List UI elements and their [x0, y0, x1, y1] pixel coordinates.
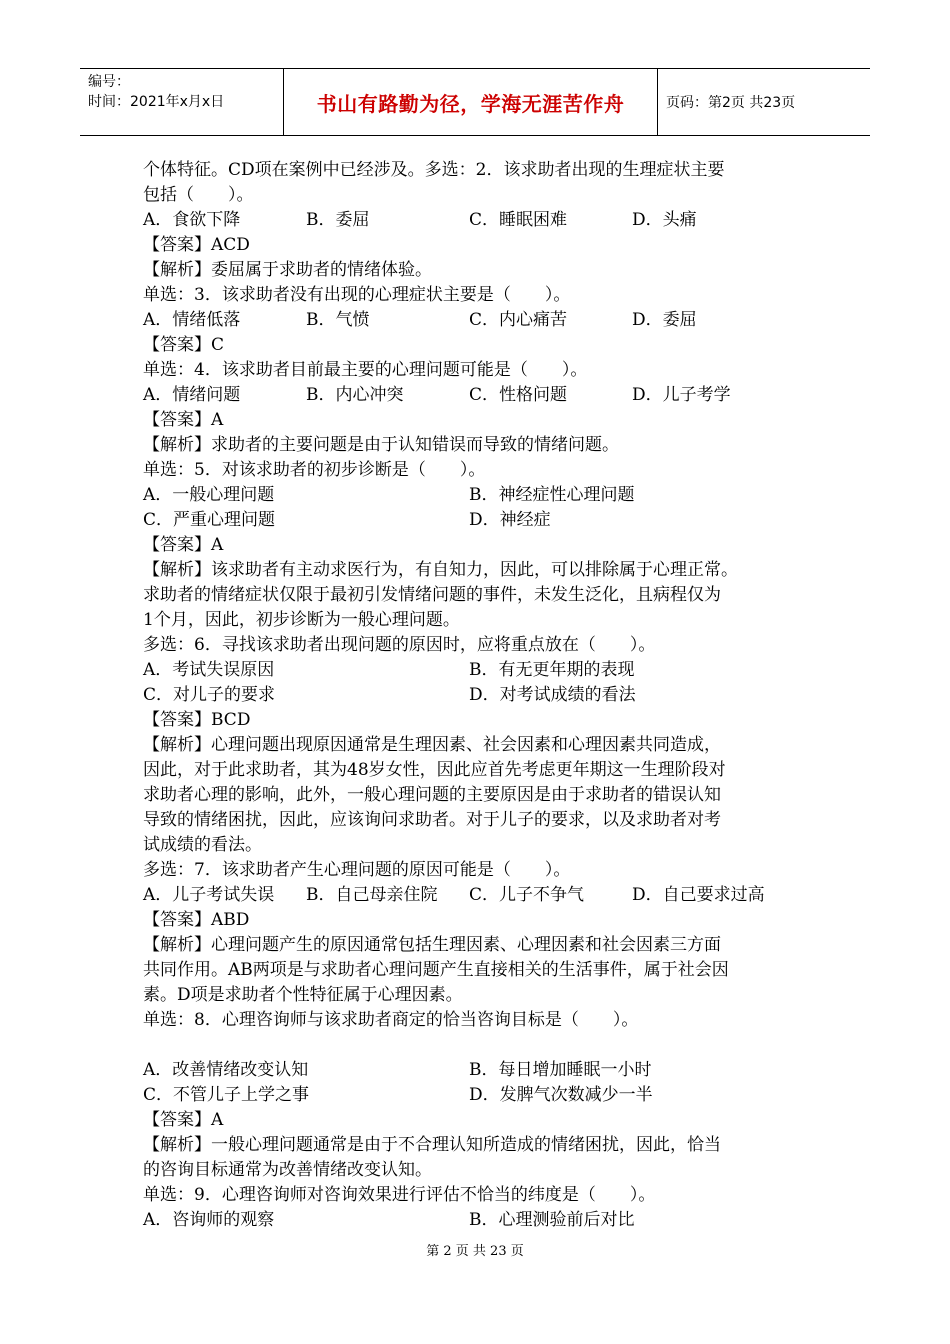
analysis: 【解析】一般心理问题通常是由于不合理认知所造成的情绪困扰，因此，恰当: [143, 1135, 721, 1155]
analysis: 求助者心理的影响，此外，一般心理问题的主要原因是由于求助者的错误认知: [143, 785, 721, 805]
option: C．睡眠困难: [469, 210, 568, 230]
option: B．神经症性心理问题: [469, 485, 635, 505]
option: D．发脾气次数减少一半: [469, 1085, 653, 1105]
option: A．改善情绪改变认知: [143, 1060, 309, 1080]
question-stem: 单选：4．该求助者目前最主要的心理问题可能是（ ）。: [143, 360, 588, 380]
q3-options: [143, 308, 823, 333]
q7-options: [143, 883, 823, 908]
document-body: [143, 158, 823, 1233]
analysis: 【解析】心理问题出现原因通常是生理因素、社会因素和心理因素共同造成，: [143, 735, 721, 755]
question-stem: 单选：5．对该求助者的初步诊断是（ ）。: [143, 460, 486, 480]
option: D．神经症: [469, 510, 551, 530]
answer: 【答案】BCD: [143, 710, 251, 730]
q8-options-row: [143, 1083, 823, 1108]
option: D．对考试成绩的看法: [469, 685, 636, 705]
answer: 【答案】ABD: [143, 910, 250, 930]
analysis: 导致的情绪困扰，因此，应该询问求助者。对于儿子的要求，以及求助者对考: [143, 810, 721, 830]
q8-options-row: [143, 1058, 823, 1083]
option: B．委屈: [306, 210, 370, 230]
option: B．心理测验前后对比: [469, 1210, 635, 1230]
analysis: 因此，对于此求助者，其为48岁女性，因此应首先考虑更年期这一生理阶段对: [143, 760, 726, 780]
option: D．儿子考学: [632, 385, 731, 405]
analysis: 素。D项是求助者个性特征属于心理因素。: [143, 985, 463, 1005]
analysis: 试成绩的看法。: [143, 835, 262, 855]
option: A．一般心理问题: [143, 485, 275, 505]
question-stem: 单选：3．该求助者没有出现的心理症状主要是（ ）。: [143, 285, 571, 305]
analysis: 1个月，因此，初步诊断为一般心理问题。: [143, 610, 460, 630]
option: B．有无更年期的表现: [469, 660, 635, 680]
option: D．自己要求过高: [632, 885, 765, 905]
option: A．儿子考试失误: [143, 885, 275, 905]
q5-options-row: [143, 483, 823, 508]
answer: 【答案】A: [143, 1110, 224, 1130]
number-label: 编号：: [88, 74, 130, 90]
q9-options-row: [143, 1208, 823, 1233]
option: A．考试失误原因: [143, 660, 275, 680]
option: C．对儿子的要求: [143, 685, 276, 705]
body-line: 个体特征。CD项在案例中已经涉及。多选：2．该求助者出现的生理症状主要: [143, 160, 725, 180]
analysis: 共同作用。AB两项是与求助者心理问题产生直接相关的生活事件，属于社会因: [143, 960, 729, 980]
option: A．情绪低落: [143, 310, 241, 330]
analysis: 【解析】委屈属于求助者的情绪体验。: [143, 260, 432, 280]
option: C．不管儿子上学之事: [143, 1085, 310, 1105]
analysis: 【解析】该求助者有主动求医行为，有自知力，因此，可以排除属于心理正常。: [143, 560, 738, 580]
answer: 【答案】A: [143, 410, 224, 430]
analysis: 【解析】心理问题产生的原因通常包括生理因素、心理因素和社会因素三方面: [143, 935, 721, 955]
option: B．气愤: [306, 310, 370, 330]
header-meta: [80, 69, 284, 135]
header-motto: 书山有路勤为径，学海无涯苦作舟: [284, 69, 658, 135]
option: C．儿子不争气: [469, 885, 585, 905]
q4-options: [143, 383, 823, 408]
option: B．内心冲突: [306, 385, 404, 405]
header-page-info: 页码：第2页 共23页: [666, 95, 796, 111]
question-stem: 多选：6．寻找该求助者出现问题的原因时，应将重点放在（ ）。: [143, 635, 656, 655]
page-header: [80, 68, 870, 136]
body-line: 包括（ ）。: [143, 185, 254, 205]
answer: 【答案】A: [143, 535, 224, 555]
option: B．自己母亲住院: [306, 885, 438, 905]
analysis: 求助者的情绪症状仅限于最初引发情绪问题的事件，未发生泛化，且病程仅为: [143, 585, 721, 605]
q6-options-row: [143, 683, 823, 708]
question-stem: 单选：8．心理咨询师与该求助者商定的恰当咨询目标是（ ）。: [143, 1010, 639, 1030]
option: B．每日增加睡眠一小时: [469, 1060, 652, 1080]
answer: 【答案】C: [143, 335, 225, 355]
option: D．委屈: [632, 310, 697, 330]
answer: 【答案】ACD: [143, 235, 250, 255]
option: A．咨询师的观察: [143, 1210, 275, 1230]
q2-options: [143, 208, 823, 233]
analysis: 【解析】求助者的主要问题是由于认知错误而导致的情绪问题。: [143, 435, 619, 455]
option: A．情绪问题: [143, 385, 241, 405]
option: C．内心痛苦: [469, 310, 568, 330]
analysis: 的咨询目标通常为改善情绪改变认知。: [143, 1160, 432, 1180]
q6-options-row: [143, 658, 823, 683]
option: D．头痛: [632, 210, 697, 230]
option: C．严重心理问题: [143, 510, 276, 530]
question-stem: 单选：9．心理咨询师对咨询效果进行评估不恰当的纬度是（ ）。: [143, 1185, 656, 1205]
q5-options-row: [143, 508, 823, 533]
option: C．性格问题: [469, 385, 568, 405]
page-footer: 第 2 页 共 23 页: [426, 1244, 524, 1259]
option: A．食欲下降: [143, 210, 241, 230]
date-label: 时间：2021年x月x日: [88, 94, 225, 110]
question-stem: 多选：7．该求助者产生心理问题的原因可能是（ ）。: [143, 860, 571, 880]
blank-line: [143, 1033, 823, 1058]
